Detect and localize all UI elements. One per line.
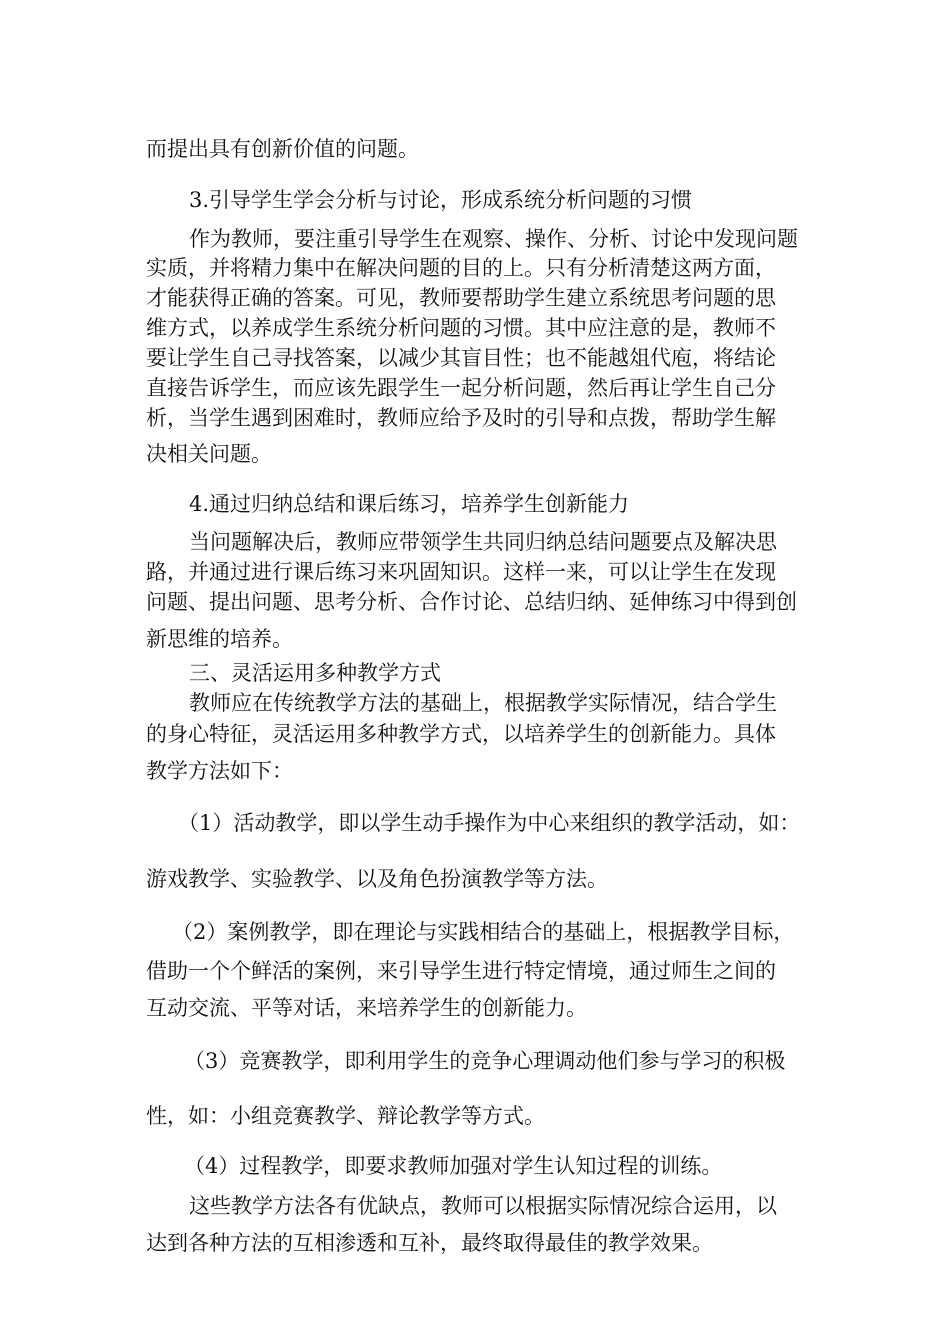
- paragraph-line: 互动交流、平等对话，来培养学生的创新能力。: [146, 996, 587, 1020]
- list-item-4: （4）过程教学，即要求教师加强对学生认知过程的训练。: [184, 1154, 723, 1178]
- paragraph-line: 问题、提出问题、思考分析、合作讨论、总结归纳、延伸练习中得到创: [146, 590, 797, 614]
- paragraph-line: 性，如：小组竞赛教学、辩论教学等方式。: [146, 1104, 545, 1128]
- paragraph-line: 达到各种方法的互相渗透和互补，最终取得最佳的教学效果。: [146, 1231, 713, 1255]
- paragraph-line: 的身心特征，灵活运用多种教学方式，以培养学生的创新能力。具体: [146, 722, 776, 746]
- paragraph-line: 析，当学生遇到困难时，教师应给予及时的引导和点拨，帮助学生解: [146, 406, 776, 430]
- section-heading-4: 4.通过归纳总结和课后练习，培养学生创新能力: [189, 492, 630, 516]
- list-item-3: （3）竞赛教学，即利用学生的竞争心理调动他们参与学习的积极: [184, 1049, 786, 1073]
- paragraph-line: 决相关问题。: [146, 442, 272, 466]
- paragraph-line: 教学方法如下：: [146, 759, 293, 783]
- section-heading-3: 3.引导学生学会分析与讨论，形成系统分析问题的习惯: [189, 188, 693, 212]
- paragraph-line: 新思维的培养。: [146, 627, 293, 651]
- paragraph-line: 当问题解决后，教师应带领学生共同归纳总结问题要点及解决思: [189, 530, 777, 554]
- paragraph-line: 路，并通过进行课后练习来巩固知识。这样一来，可以让学生在发现: [146, 560, 776, 584]
- paragraph-line: 直接告诉学生，而应该先跟学生一起分析问题，然后再让学生自己分: [146, 376, 776, 400]
- paragraph-line: 游戏教学、实验教学、以及角色扮演教学等方法。: [146, 867, 608, 891]
- list-item-1: （1）活动教学，即以学生动手操作为中心来组织的教学活动，如：: [178, 811, 801, 835]
- paragraph-line: 作为教师，要注重引导学生在观察、操作、分析、讨论中发现问题: [189, 227, 798, 251]
- paragraph-line: 而提出具有创新价值的问题。: [146, 137, 419, 161]
- paragraph-line: 才能获得正确的答案。可见，教师要帮助学生建立系统思考问题的思: [146, 286, 776, 310]
- paragraph-line: 要让学生自己寻找答案，以减少其盲目性；也不能越俎代庖，将结论: [146, 346, 776, 370]
- paragraph-line: 教师应在传统教学方法的基础上，根据教学实际情况，结合学生: [189, 691, 777, 715]
- section-heading-three: 三、灵活运用多种教学方式: [189, 661, 441, 685]
- paragraph-line: 实质，并将精力集中在解决问题的目的上。只有分析清楚这两方面，: [146, 256, 776, 280]
- paragraph-line: 这些教学方法各有优缺点，教师可以根据实际情况综合运用，以: [189, 1194, 777, 1218]
- list-item-2: （2）案例教学，即在理论与实践相结合的基础上，根据教学目标，: [172, 920, 795, 944]
- paragraph-line: 借助一个个鲜活的案例，来引导学生进行特定情境，通过师生之间的: [146, 959, 776, 983]
- paragraph-line: 维方式，以养成学生系统分析问题的习惯。其中应注意的是，教师不: [146, 316, 776, 340]
